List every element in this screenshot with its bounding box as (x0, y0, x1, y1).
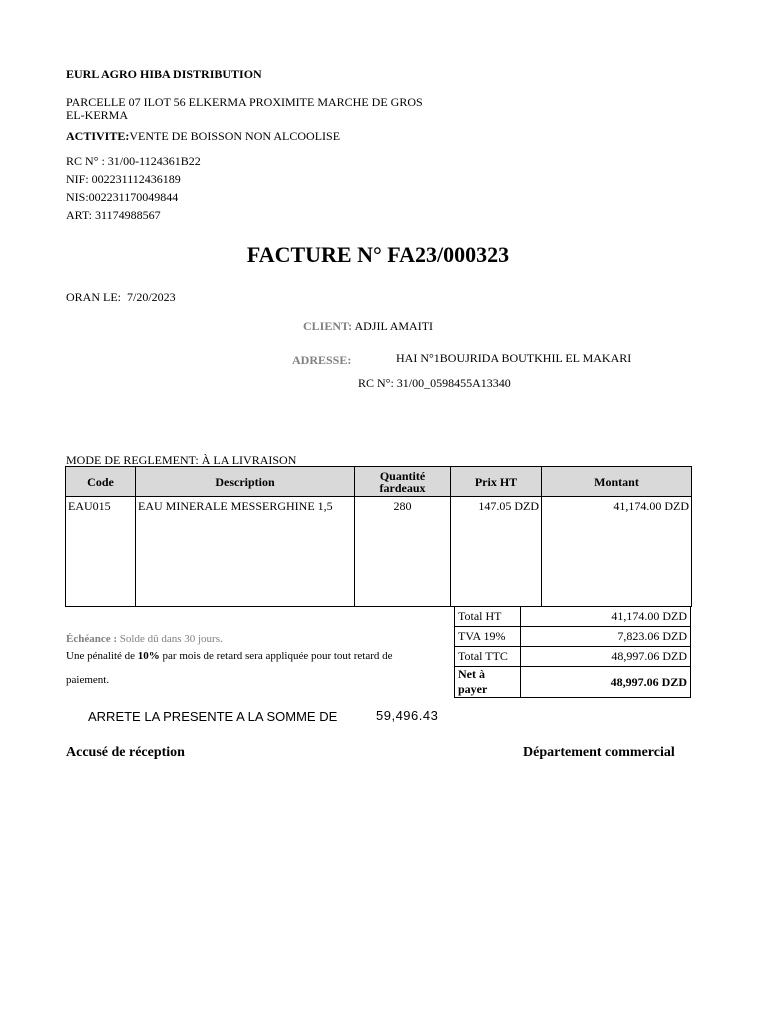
table-row (66, 497, 692, 607)
client-address-label: ADRESSE: (292, 353, 352, 367)
company-nis: NIS:002231170049844 (66, 190, 179, 204)
activity-value: VENTE DE BOISSON NON ALCOOLISE (129, 129, 341, 143)
totals-table (454, 606, 691, 698)
total-ttc-value: 48,997.06 DZD (521, 647, 691, 667)
penalty-after: par mois de retard sera appliquée pour tout retard de (159, 650, 393, 662)
client-name: ADJIL AMAITI (354, 319, 434, 333)
penalty-before: Une pénalité de (66, 650, 138, 662)
company-name: EURL AGRO HIBA DISTRIBUTION (66, 67, 262, 81)
total-row (455, 607, 691, 627)
invoice-title: FACTURE N° FA23/000323 (246, 242, 510, 267)
header-code: Code (66, 467, 136, 497)
company-nif: NIF: 002231112436189 (66, 172, 181, 186)
header-description: Description (136, 467, 355, 497)
company-rc: RC N° : 31/00-1124361B22 (66, 154, 201, 168)
cell-description: EAU MINERALE MESSERGHINE 1,5 (136, 497, 355, 607)
date-label: ORAN LE: (66, 290, 121, 304)
client-rc: RC N°: 31/00_0598455A13340 (358, 376, 511, 390)
penalty-line1 (66, 650, 393, 662)
penalty-rate: 10% (137, 650, 160, 662)
cell-price: 147.05 DZD (451, 497, 542, 607)
total-ht-label: Total HT (455, 607, 521, 627)
due-terms (66, 633, 223, 645)
invoice-date (66, 290, 176, 305)
company-art: ART: 31174988567 (66, 208, 161, 222)
commercial-department: Département commercial (523, 745, 675, 760)
net-to-pay-row (455, 667, 691, 698)
net-to-pay-value: 48,997.06 DZD (521, 667, 691, 698)
header-amount: Montant (542, 467, 692, 497)
client-address: HAI N°1BOUJRIDA BOUTKHIL EL MAKARI (396, 351, 632, 365)
total-ttc-label: Total TTC (455, 647, 521, 667)
client-label: CLIENT: (303, 319, 353, 333)
arrete-label: ARRETE LA PRESENTE A LA SOMME DE (88, 709, 338, 724)
items-table (65, 466, 692, 607)
net-to-pay-label: Net à payer (455, 667, 521, 698)
company-address-line1: PARCELLE 07 ILOT 56 ELKERMA PROXIMITE MARCHE DE GROS (66, 95, 423, 109)
cell-quantity: 280 (355, 497, 451, 607)
date-value: 7/20/2023 (127, 290, 176, 304)
total-ht-value: 41,174.00 DZD (521, 607, 691, 627)
client-name-row (303, 319, 433, 334)
penalty-line2: paiement. (66, 674, 110, 686)
tva-label: TVA 19% (455, 627, 521, 647)
total-row (455, 647, 691, 667)
cell-amount: 41,174.00 DZD (542, 497, 692, 607)
due-text: Solde dû dans 30 jours. (117, 633, 223, 645)
activity-label: ACTIVITE: (66, 129, 130, 143)
header-quantity-line1: Quantité (379, 468, 426, 483)
tva-value: 7,823.06 DZD (521, 627, 691, 647)
header-quantity-line2: fardeaux (379, 480, 426, 495)
total-row (455, 627, 691, 647)
cell-code: EAU015 (66, 497, 136, 607)
header-quantity (355, 467, 451, 497)
header-price: Prix HT (451, 467, 542, 497)
items-header-row (66, 467, 692, 497)
company-activity (66, 129, 340, 144)
due-label: Échéance : (66, 633, 118, 645)
company-address-line2: EL-KERMA (66, 108, 128, 122)
payment-mode: MODE DE REGLEMENT: À LA LIVRAISON (66, 453, 297, 467)
arrete-amount: 59,496.43 (376, 708, 439, 723)
reception-acknowledgement: Accusé de réception (66, 745, 185, 760)
